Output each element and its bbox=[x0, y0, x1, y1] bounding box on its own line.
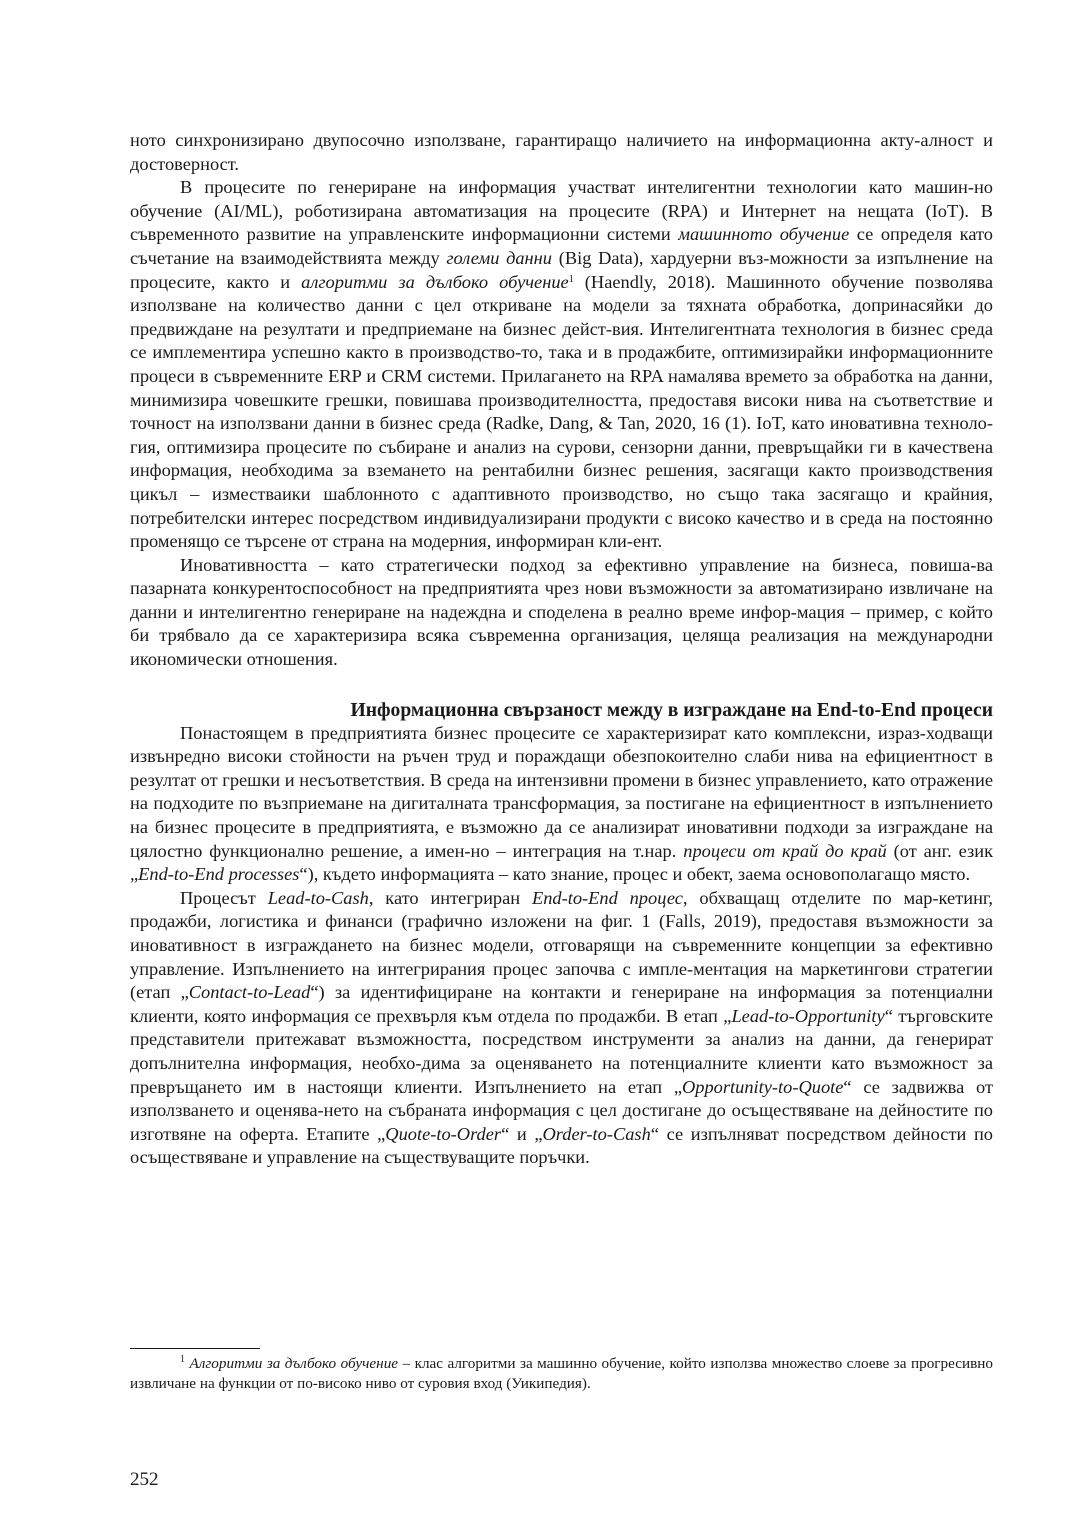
main-text bbox=[130, 129, 993, 1170]
section-heading: Информационна свързаност между в изграждане на End-to-End процеси bbox=[350, 699, 993, 721]
paragraph-lead-to-cash: Процесът Lead-to-Cash, като интегриран End-to-End процес, обхващащ отделите по мар-кетинг, продажби, логистика и финанси (графично изложени на фиг. 1 (Falls, 2019), предоставя възможности за иновативност в изграждането на бизнес модели, отговарящи на съвременните концепции за ефективно управление. Изпълнението на интегрирания процес започва с импле-ментация на маркетингови стратегии (етап „Contact-to-Lead“) за идентифициране на контакти и генериране на информация за потенциални клиенти, която информация се прехвърля към отдела по продажби. В етап „Lead-to-Opportunity“ търговските представители притежават възможността, посредством инструменти за анализ на данни, да генерират допълнителна информация, необхо-дима за оценяването на потенциалните клиенти като възможност за превръщането им в настоящи клиенти. Изпълнението на етап „Opportunity-to-Quote“ се задвижва от използването и оценява-нето на събраната информация с цел достигане до осъществяване на дейностите по изготвяне на оферта. Етапите „Quote-to-Order“ и „Order-to-Cash“ се изпълняват посредством дейности по осъществяване и управление на съществуващите поръчки. bbox=[130, 887, 994, 1168]
footnote-separator bbox=[130, 1348, 260, 1349]
paragraph-end-to-end: Понастоящем в предприятията бизнес процесите се характеризират като комплексни, израз-ходващи извънредно високи стойности на ръчен труд и пораждащи обезпокоително слаби нива на ефициентност в резултат от грешки и несъответствия. В среда на интензивни промени в бизнес управлението, като отражение на подходите по възприемане на дигиталната трансформация, за постигане на ефициентност в изпълнението на бизнес процесите в предприятията, е възможно да се анализират иновативни подходи за изграждане на цялостно функционално решение, а имен-но – интеграция на т.нар. процеси от край до край (от анг. език „End-to-End processes“), където информацията – като знание, процес и обект, заема основополагащо място. bbox=[130, 722, 994, 885]
footnote: $^1$ Алгоритми за дълбоко обучение – клас алгоритми за машинно обучение, който използва множество слоеве за прогресивно извличане на функции от по-високо ниво от суровия вход (Уикипедия). bbox=[130, 1354, 993, 1392]
paragraph-ai-technologies: В процесите по генериране на информация участват интелигентни технологии като машин-но обучение (AI/ML), роботизирана автоматизация на процесите (RPA) и Интернет на нещата (IoT). В съвременното развитие на управленските информационни системи машинното обучение се определя като съчетание на взаимодействията между големи данни (Big Data), хардуерни въз-можности за изпълнение на процесите, както и алгоритми за дълбоко обучение$^1$ (Haendly, 2018). Машинното обучение позволява използване на количество данни с цел откриване на модели за тяхната обработка, допринасяйки до предвиждане на резултати и предприемане на бизнес дейст-вия. Интелигентната технология в бизнес среда се имплементира успешно както в производство-то, така и в продажбите, оптимизирайки информационните процеси в съвременните ERP и CRM системи. Прилагането на RPA намалява времето за обработка на данни, минимизира човешките грешки, повишава производителността, предоставя високи нива на съответствие и точност на използвани данни в бизнес среда (Radke, Dang, & Tan, 2020, 16 (1). IoT, като иновативна техноло-гия, оптимизира процесите по събиране и анализ на сурови, сензорни данни, превръщайки ги в качествена информация, необходима за вземането на рентабилни бизнес решения, засягащи както производствения цикъл – изместваики шаблонното с адаптивното производство, но също така засягащо и крайния, потребителски интерес посредством индивидуализирани продукти с високо качество и в среда на постоянно променящо се търсене от страна на модерния, информиран кли-ент. bbox=[130, 177, 994, 552]
paragraph-continuation: ното синхронизирано двупосочно използване, гарантиращо наличието на информационна акту-алност и достоверност. bbox=[130, 130, 993, 174]
paragraph-innovation: Иновативността – като стратегически подход за ефективно управление на бизнеса, повиша-ва пазарната конкурентоспособност на предприятията чрез нови възможности за автоматизирано извличане на данни и интелигентно генериране на надеждна и споделена в реално време инфор-мация – пример, с който би трябвало да се характеризира всяка съвременна организация, целяща реализация на международни икономически отношения. bbox=[130, 554, 993, 670]
page-number: 252 bbox=[130, 1469, 159, 1490]
